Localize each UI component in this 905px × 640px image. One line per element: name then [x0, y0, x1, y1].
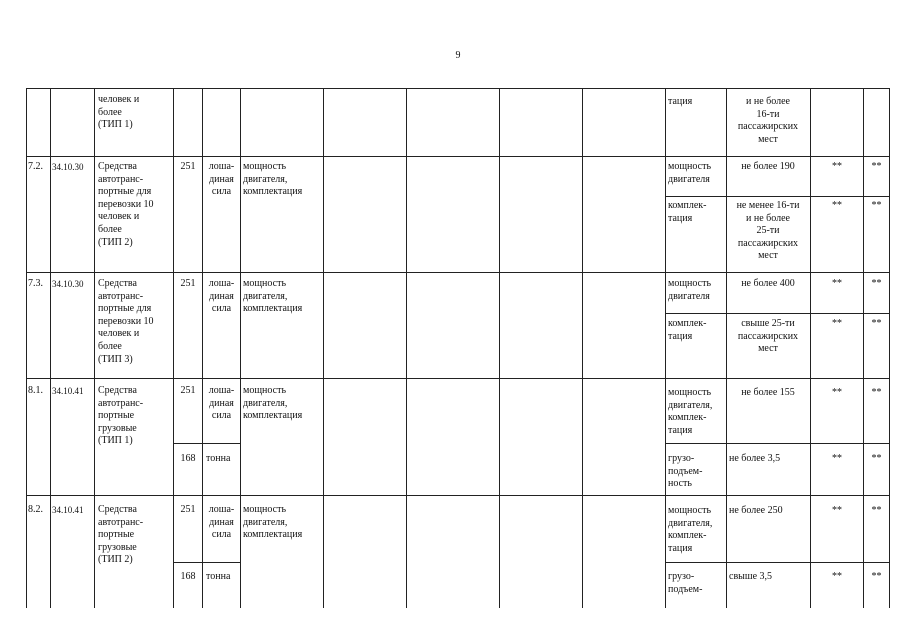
star-mark: **: [871, 161, 882, 172]
characteristic-value: не менее 16-ти и не более 25-ти пассажирских мест: [736, 200, 800, 262]
characteristics-list: мощность двигателя, комплектация: [243, 504, 303, 541]
sub-row-divider: [173, 443, 240, 444]
item-number: 7.2.: [28, 161, 43, 172]
characteristics-list: мощность двигателя, комплектация: [243, 278, 303, 315]
unit-name: тонна: [206, 453, 231, 464]
item-name: человек и более (ТИП 1): [98, 94, 140, 131]
characteristic-value: не более 250: [729, 505, 783, 516]
star-mark: **: [832, 200, 842, 211]
col-border: [406, 88, 407, 608]
row-divider: [26, 272, 890, 273]
star-mark: **: [832, 571, 842, 582]
star-mark: **: [871, 200, 882, 211]
item-number: 7.3.: [28, 278, 43, 289]
star-mark: **: [832, 278, 842, 289]
row-divider: [26, 495, 890, 496]
item-name: Средства автотранс- портные грузовые (ТИП 1): [98, 385, 144, 447]
item-number: 8.2.: [28, 504, 43, 515]
okei-code: 251: [180, 278, 196, 289]
characteristic-name: грузо- подъем-: [668, 571, 703, 595]
characteristic-value: не более 155: [741, 387, 795, 398]
col-border: [323, 88, 324, 608]
characteristic-name: мощность двигателя: [668, 278, 711, 302]
col-border: [582, 88, 583, 608]
characteristic-name: грузо- подъем- ность: [668, 453, 703, 490]
item-name: Средства автотранс- портные для перевозки 10 человек и более (ТИП 3): [98, 278, 154, 365]
star-mark: **: [871, 318, 882, 329]
star-mark: **: [871, 278, 882, 289]
characteristic-name: мощность двигателя, комплек- тация: [668, 505, 713, 554]
sub-row-divider: [173, 562, 240, 563]
star-mark: **: [871, 453, 882, 464]
okei-code: 251: [180, 504, 196, 515]
star-mark: **: [832, 453, 842, 464]
characteristic-value: не более 3,5: [729, 453, 781, 464]
unit-name: лоша- диная сила: [208, 278, 235, 315]
col-border: [240, 88, 241, 608]
col-border: [499, 88, 500, 608]
characteristic-name: комплек- тация: [668, 318, 707, 342]
row-divider: [26, 378, 890, 379]
unit-name: лоша- диная сила: [208, 161, 235, 198]
okei-code: 168: [180, 571, 196, 582]
row-divider: [26, 156, 890, 157]
sub-row-divider: [665, 562, 890, 563]
col-border: [50, 88, 51, 608]
characteristics-list: мощность двигателя, комплектация: [243, 161, 303, 198]
star-mark: **: [832, 387, 842, 398]
okpd-code: 34.10.30: [52, 279, 84, 289]
star-mark: **: [832, 505, 842, 516]
characteristic-value: и не более 16-ти пассажирских мест: [737, 96, 799, 145]
col-border: [889, 88, 890, 608]
characteristic-value: не более 190: [741, 161, 795, 172]
col-border: [26, 88, 27, 608]
characteristic-name: мощность двигателя: [668, 161, 711, 185]
okpd-code: 34.10.41: [52, 386, 84, 396]
characteristics-list: мощность двигателя, комплектация: [243, 385, 303, 422]
characteristic-value: свыше 25-ти пассажирских мест: [737, 318, 799, 355]
col-border: [94, 88, 95, 608]
characteristic-value: не более 400: [741, 278, 795, 289]
item-number: 8.1.: [28, 385, 43, 396]
okei-code: 251: [180, 161, 196, 172]
star-mark: **: [832, 161, 842, 172]
characteristic-value: свыше 3,5: [729, 571, 773, 582]
okpd-code: 34.10.30: [52, 162, 84, 172]
sub-row-divider: [665, 313, 890, 314]
item-name: Средства автотранс- портные грузовые (ТИП 2): [98, 504, 144, 566]
col-border: [665, 88, 666, 608]
characteristic-name: мощность двигателя, комплек- тация: [668, 387, 713, 436]
characteristic-name: комплек- тация: [668, 200, 707, 224]
okpd-code: 34.10.41: [52, 505, 84, 515]
unit-name: тонна: [206, 571, 231, 582]
unit-name: лоша- диная сила: [208, 385, 235, 422]
star-mark: **: [871, 505, 882, 516]
star-mark: **: [871, 387, 882, 398]
table-top-border: [26, 88, 890, 89]
characteristic-name: тация: [668, 96, 693, 107]
sub-row-divider: [665, 196, 890, 197]
okei-code: 168: [180, 453, 196, 464]
star-mark: **: [871, 571, 882, 582]
star-mark: **: [832, 318, 842, 329]
item-name: Средства автотранс- портные для перевозки 10 человек и более (ТИП 2): [98, 161, 154, 248]
unit-name: лоша- диная сила: [208, 504, 235, 541]
okei-code: 251: [180, 385, 196, 396]
page-number: 9: [455, 50, 461, 61]
sub-row-divider: [665, 443, 890, 444]
